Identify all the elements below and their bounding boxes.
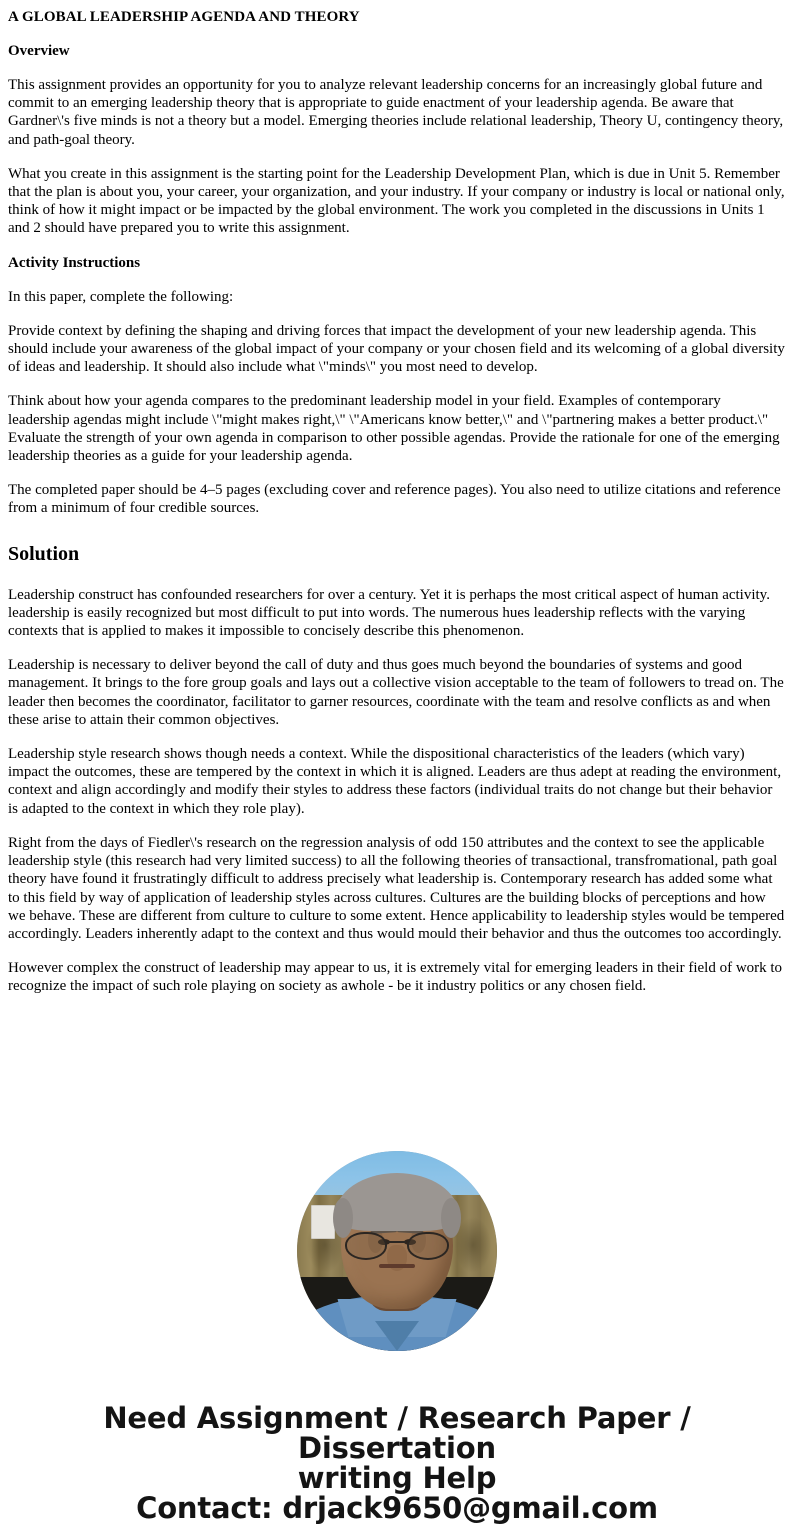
paragraph: However complex the construct of leadership may appear to us, it is extremely vital for emerging leaders in their field of work to recognize the impact of such role playing on society as awhole - be it industry politics or any chosen field. [8, 960, 783, 995]
footer-contact-block [8, 1400, 786, 1525]
footer-line-2: writing Help [297, 1460, 497, 1495]
paragraph: Right from the days of Fiedler\'s research on the regression analysis of odd 150 attributes and the context to see the applicable leadership style (this research had very limited success) to all the following theories of transactional, transfromational, path goal theory have found it frustratingly difficult to address precisely what leadership is. Contemporary research has added some what to this field by way of application of leadership styles across cultures. Cultures are the building blocks of perceptions and how we behave. These are different from culture to culture to some extent. Hence applicability to leadership styles would be tempered accordingly. Leaders inherently adapt to the context and thus would mould their behavior and thus the outcomes too accordingly. [8, 834, 785, 942]
photo-mouth [379, 1264, 415, 1268]
photo-collar [375, 1321, 419, 1351]
photo-lens-left [345, 1232, 387, 1260]
paragraph: The completed paper should be 4–5 pages (excluding cover and reference pages). You also need to utilize citations and reference from a minimum of four credible sources. [8, 482, 781, 517]
section-heading-solution: Solution [8, 542, 80, 565]
paragraph: What you create in this assignment is the starting point for the Leadership Development Plan, which is due in Unit 5. Remember that the plan is about you, your career, your organization, and your industry. If your company or industry is local or national only, think of how it might impact or be impacted by the global environment. The work you completed in the discussions in Units 1 and 2 should have prepared you to write this assignment. [8, 165, 785, 237]
footer-line-1: Need Assignment / Research Paper / Dissertation [103, 1400, 691, 1465]
section-heading-activity-instructions: Activity Instructions [8, 254, 141, 271]
paragraph: Provide context by defining the shaping and driving forces that impact the development of your new leadership agenda. This should include your awareness of the global impact of your company or your chosen field and its welcoming of a global diversity of ideas and leadership. It should also include what \"minds\" you most need to develop. [8, 322, 785, 376]
photo-background-light-switch [311, 1205, 335, 1239]
paragraph: Think about how your agenda compares to the predominant leadership model in your field. Examples of contemporary leadership agendas might include \"might makes right,\" \"Americans know better,\" and \"partnering makes a better product.\" Evaluate the strength of your own agenda in comparison to other possible agendas. Provide the rationale for one of the emerging leadership theories as a guide for your leadership agenda. [8, 393, 780, 465]
portrait-container [8, 1151, 786, 1351]
paragraph: Leadership is necessary to deliver beyond the call of duty and thus goes much beyond the boundaries of systems and good management. It brings to the fore group goals and lays out a collective vision acceptable to the team of followers to tread on. The leader then becomes the coordinator, facilitator to garner resources, coordinate with the team and resolve conflicts as and when these arise to attain their common objectives. [8, 657, 784, 728]
photo-lens-right [407, 1232, 449, 1260]
paragraph: This assignment provides an opportunity for you to analyze relevant leadership concerns for an increasingly global future and commit to an emerging leadership theory that is appropriate to guide enactment of your leadership agenda. Be aware that Gardner\'s five minds is not a theory but a model. Emerging theories include relational leadership, Theory U, contingency theory, and path-goal theory. [8, 77, 784, 148]
paragraph-activity-intro: In this paper, complete the following: [8, 288, 234, 305]
footer-line-3-contact-email: Contact: drjack9650@gmail.com [136, 1490, 658, 1525]
paragraph: Leadership style research shows though needs a context. While the dispositional characteristics of the leaders (which vary) impact the outcomes, these are tempered by the context in which it is aligned. Leaders are thus adept at reading the environment, context and align accordingly and modify their styles to address these factors (individual traits do not change but their behavior is adapted to the context in which they role play). [8, 746, 782, 817]
paragraph: Leadership construct has confounded researchers for over a century. Yet it is perhaps the most critical aspect of human activity. leadership is easily recognized but most difficult to put into words. The numerous hues leadership reflects with the varying contexts that is applied to makes it impossible to concisely describe this phenomenon. [8, 586, 770, 640]
photo-glasses-bridge [388, 1241, 406, 1244]
page-title: A GLOBAL LEADERSHIP AGENDA AND THEORY [8, 9, 360, 25]
avatar [297, 1151, 497, 1351]
section-heading-overview: Overview [8, 43, 70, 59]
